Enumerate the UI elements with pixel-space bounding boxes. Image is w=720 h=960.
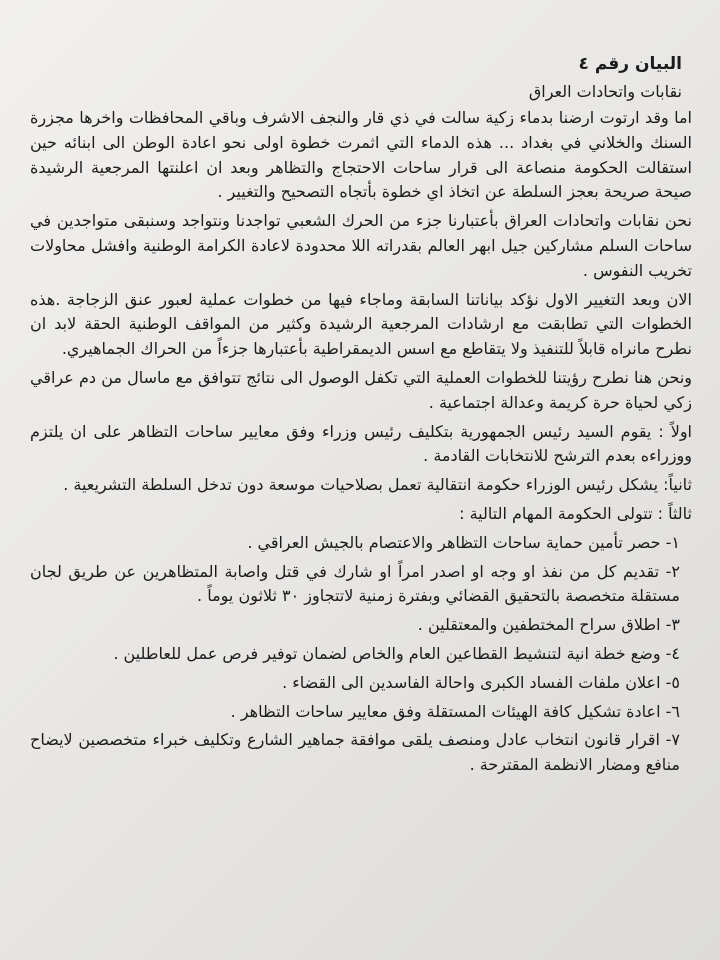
government-tasks-list (30, 531, 692, 778)
paragraph-vision: ونحن هنا نطرح رؤيتنا للخطوات العملية التي تكفل الوصول الى نتائج تتوافق مع ماسال من دم عراقي زكي لحياة حرة كريمة وعدالة اجتماعية . (30, 367, 692, 412)
paragraph-unions-role: نحن نقابات واتحادات العراق بأعتبارنا جزء من الحرك الشعبي تواجدنا ونتواجد وسنبقى متواجدين في ساحات السلم مشاركين جيل ابهر العالم بقدراته اللا محدودة لاعادة الكرامة الوطنية وافشل محاولات تخريب النفوس . (30, 211, 692, 280)
task-item: ٧- اقرار قانون انتخاب عادل ومنصف يلقى موافقة جماهير الشارع وتكليف خبراء متخصصين لايضاح منافع ومضار الانظمة المقترحة . (30, 730, 680, 775)
task-item: ٦- اعادة تشكيل كافة الهيئات المستقلة وفق معايير ساحات التظاهر . (230, 701, 680, 721)
paragraph-second-point: ثانياً: يشكل رئيس الوزراء حكومة انتقالية تعمل بصلاحيات موسعة دون تدخل السلطة التشريعية . (63, 475, 692, 495)
task-item: ٣- اطلاق سراح المختطفين والمعتقلين . (417, 615, 680, 635)
paragraph-first-point: اولاً : يقوم السيد رئيس الجمهورية بتكليف رئيس وزراء وفق معايير ساحات التظاهر على ان يلتزم ووزراءه بعدم الترشح للانتخابات القادمة . (30, 421, 692, 466)
task-item: ٥- اعلان ملفات الفساد الكبرى واحالة الفاسدين الى القضاء . (282, 672, 680, 692)
statement-title: البيان رقم ٤ (578, 54, 682, 74)
paragraph-intro: اما وقد ارتوت ارضنا بدماء زكية سالت في ذي قار والنجف الاشرف وباقي المحافظات واخرها مجزرة السنك والخلاني في بغداد ... هذه الدماء التي اثمرت خطوة اولى نحو اعادة الوطن الى ابنائه حين استقالت الحكومة منصاعة الى قرار ساحات الاحتجاج والتظاهر وبعد ان اعلنتها المرجعية الرشيدة صيحة صريحة بعجز السلطة عن اتخاذ اي خطوة بأتجاه التصحيح والتغيير . (30, 108, 692, 202)
task-item: ٢- تقديم كل من نفذ او وجه او اصدر امراً او شارك في قتل واصابة المتظاهرين عن طريق لجان مستقلة متخصصة بالتحقيق القضائي وبفترة زمنية لاتتجاوز ٣٠ ثلاثون يوماً . (30, 561, 680, 606)
task-item: ١- حصر تأمين حماية ساحات التظاهر والاعتصام بالجيش العراقي . (247, 532, 680, 552)
task-item: ٤- وضع خطة انية لتنشيط القطاعين العام والخاص لضمان توفير فرص عمل للعاطلين . (113, 643, 680, 663)
paragraph-after-change: الان وبعد التغيير الاول نؤكد بياناتنا السابقة وماجاء فيها من خطوات عملية لعبور عنق الزجاجة .هذه الخطوات التي تطابقت مع ارشادات المرجعية الرشيدة وكثير من المواقف الوطنية الحقة لابد ان نطرح مانراه قابلاً للتنفيذ ولا يتقاطع مع اسس الديمقراطية بأعتبارها جزءاً من الحراك الجماهيري. (30, 289, 692, 359)
statement-subtitle: نقابات واتحادات العراق (528, 82, 682, 101)
paragraph-third-point: ثالثاً : تتولى الحكومة المهام التالية : (459, 503, 692, 523)
